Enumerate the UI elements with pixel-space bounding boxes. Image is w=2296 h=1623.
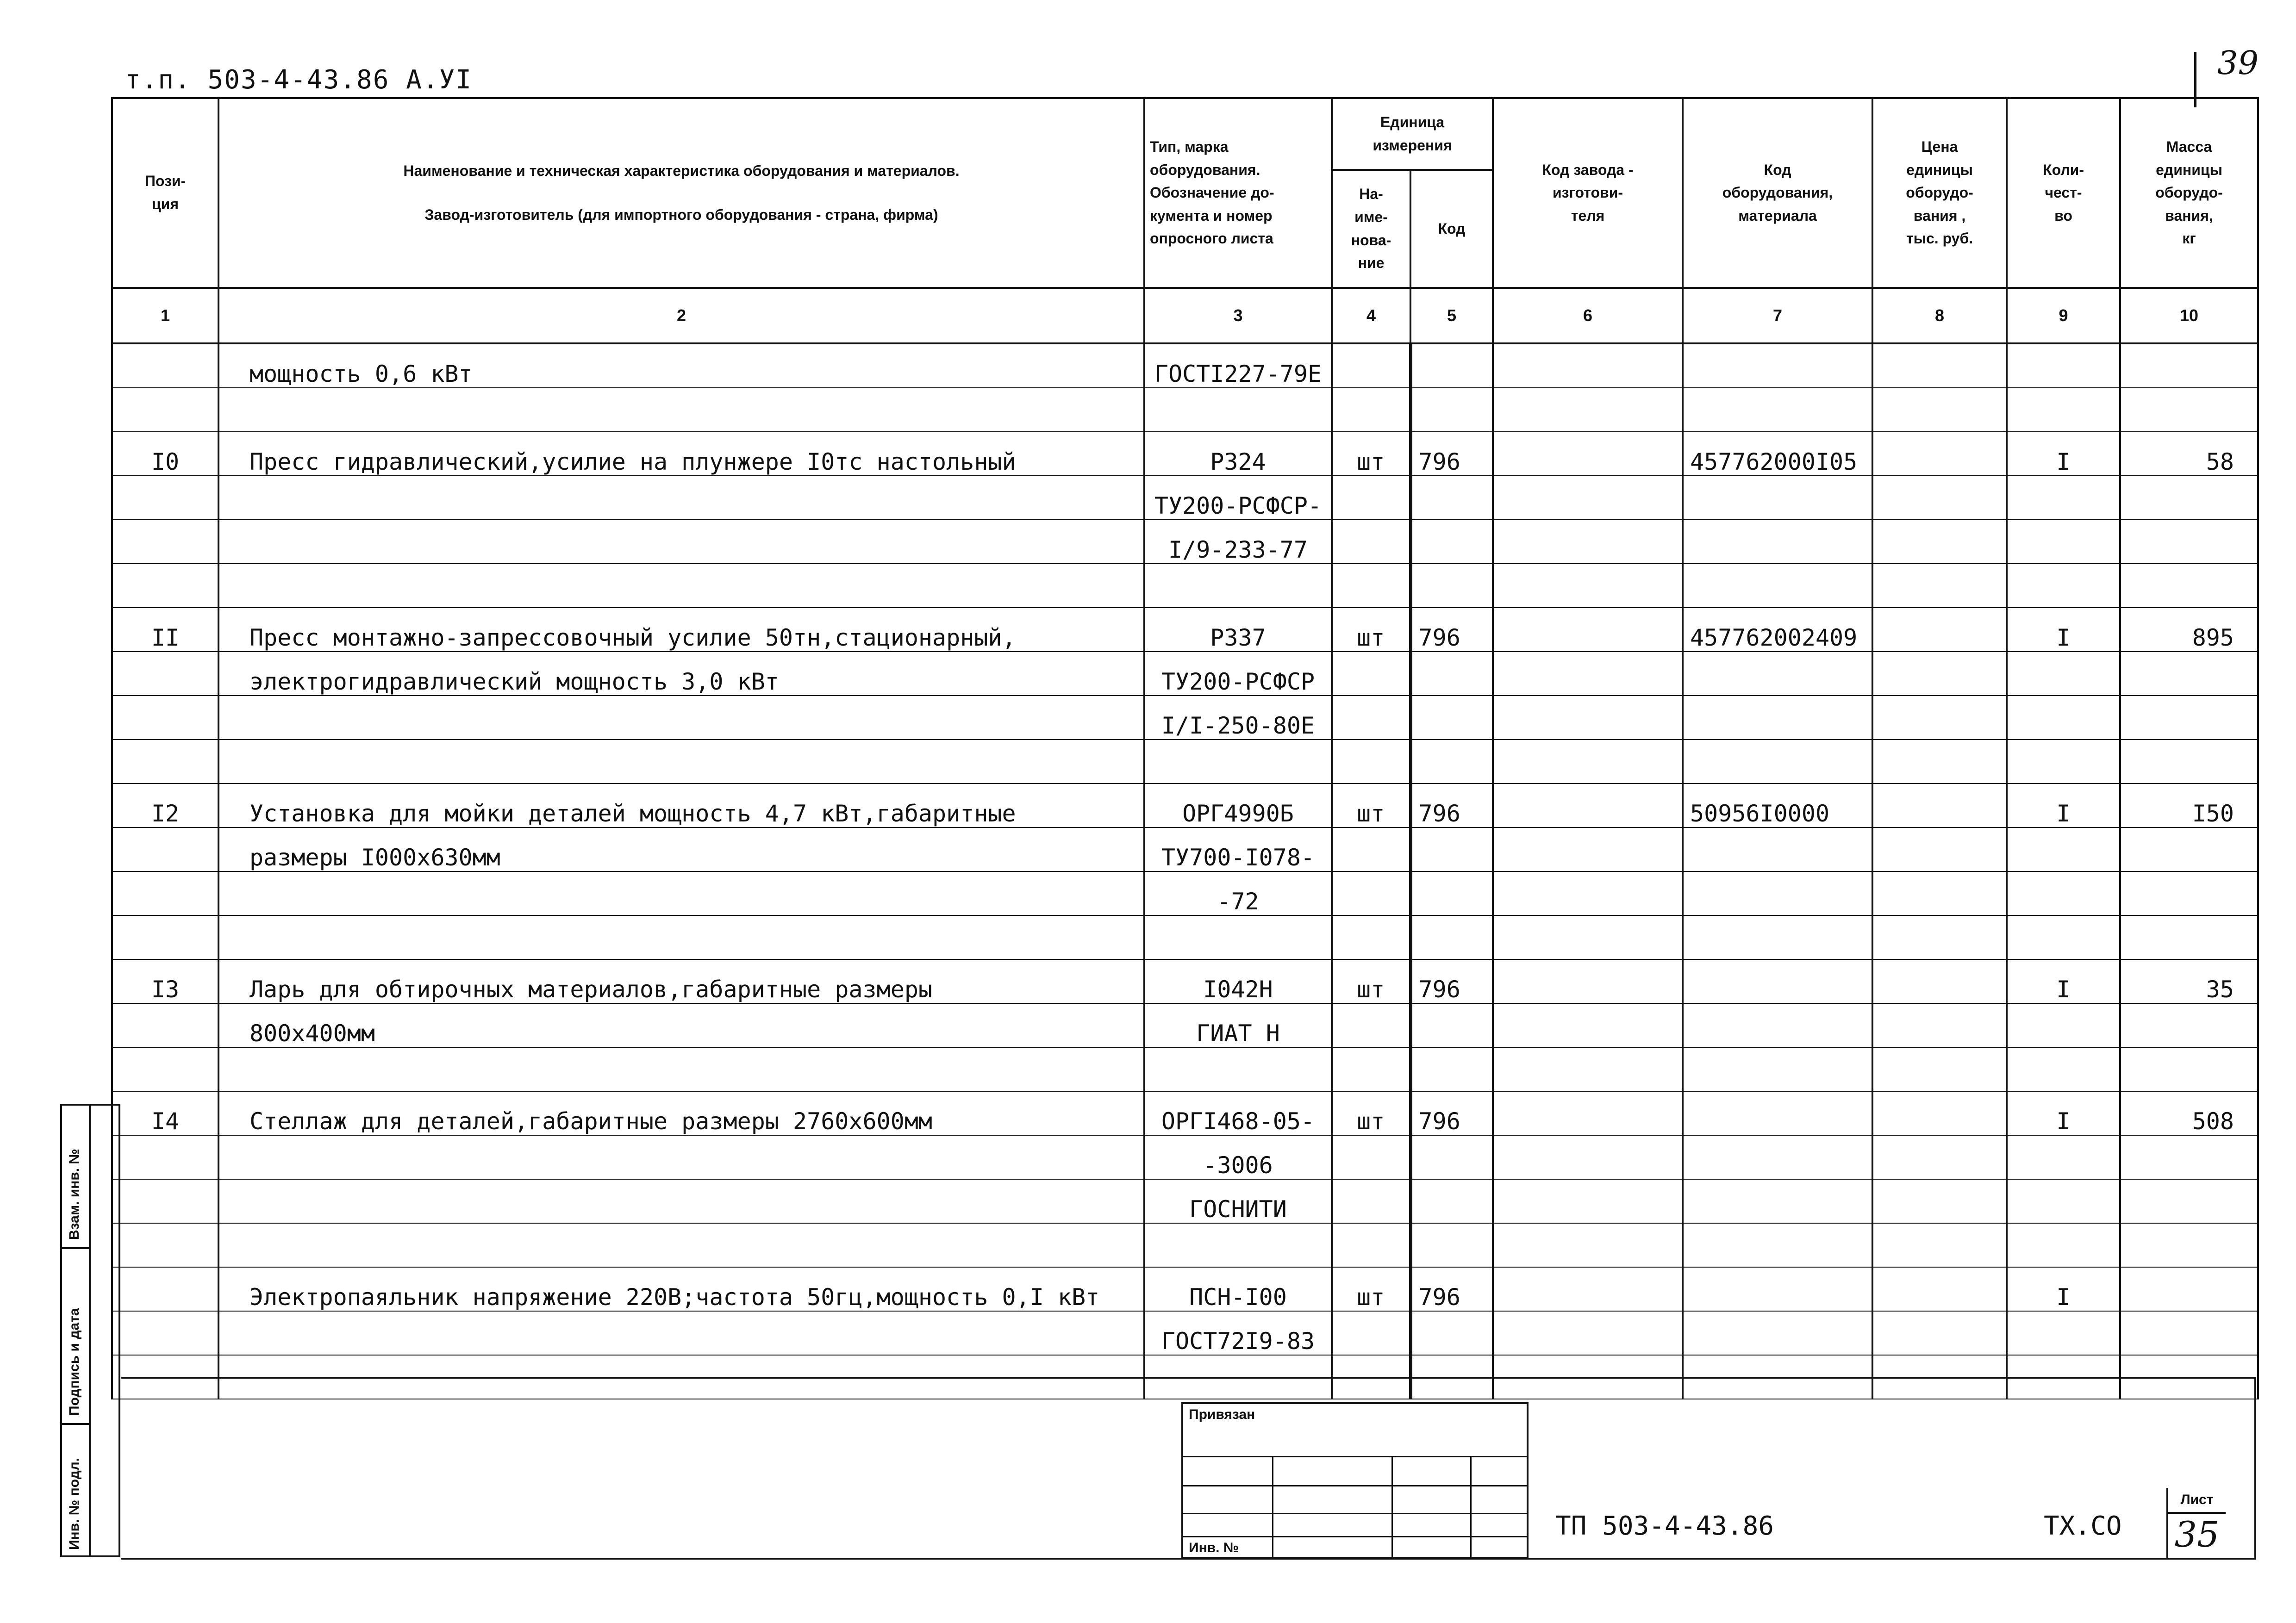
row-unit-name: шт [1332,1267,1410,1311]
row-equipment-code [1683,827,1872,871]
row-unit-code [1410,1047,1493,1091]
row-unit-code: 796 [1410,1091,1493,1135]
table-row [112,1223,2258,1267]
row-equipment-code [1683,959,1872,1003]
column-number: 10 [2120,288,2258,343]
sheet-box [2166,1488,2226,1558]
row-type: ГОСНИТИ [1144,1179,1332,1223]
row-quantity [2007,564,2120,608]
table-row [112,959,2258,1003]
table-row [112,1135,2258,1179]
row-quantity [2007,652,2120,696]
row-position [112,696,218,740]
row-unit-name [1332,520,1410,564]
stamp-orig-inv: Инв. № подл. [67,1457,82,1550]
row-name [218,740,1144,784]
table-row [112,476,2258,520]
row-factory-code [1493,1047,1683,1091]
row-quantity [2007,520,2120,564]
table-row [112,432,2258,476]
row-position [112,1135,218,1179]
row-position [112,915,218,959]
row-name [218,915,1144,959]
row-position [112,343,218,388]
row-equipment-code [1683,652,1872,696]
row-equipment-code [1683,343,1872,388]
row-quantity [2007,1223,2120,1267]
table-row [112,915,2258,959]
row-position [112,564,218,608]
row-name: Стеллаж для деталей,габаритные размеры 2760х600мм [218,1091,1144,1135]
row-quantity: I [2007,432,2120,476]
table-row [112,1047,2258,1091]
row-position [112,1003,218,1047]
row-factory-code [1493,652,1683,696]
row-factory-code [1493,564,1683,608]
row-mass: 58 [2120,432,2258,476]
header-unit-name: На- име- нова- ние [1332,170,1410,288]
row-quantity: I [2007,959,2120,1003]
row-quantity [2007,1311,2120,1355]
row-position [112,1179,218,1223]
row-price [1872,827,2007,871]
row-position: I2 [112,784,218,827]
row-name [218,476,1144,520]
table-row [112,388,2258,432]
row-factory-code [1493,520,1683,564]
row-mass [2120,696,2258,740]
sheet-label: Лист [2168,1488,2226,1514]
header-position: Пози- ция [112,98,218,288]
row-unit-name [1332,343,1410,388]
row-unit-name: шт [1332,432,1410,476]
row-factory-code [1493,1135,1683,1179]
row-price [1872,432,2007,476]
column-number: 9 [2007,288,2120,343]
row-quantity [2007,476,2120,520]
row-price [1872,784,2007,827]
row-type [1144,564,1332,608]
row-factory-code [1493,1311,1683,1355]
row-name: Пресс монтажно-запрессовочный усилие 50тн,стационарный, [218,608,1144,652]
row-mass [2120,1223,2258,1267]
header-quantity: Коли- чест- во [2007,98,2120,288]
table-row [112,1267,2258,1311]
column-number: 3 [1144,288,1332,343]
row-name [218,520,1144,564]
row-factory-code [1493,827,1683,871]
row-name [218,1311,1144,1355]
row-type: ТУ200-РСФСР- [1144,476,1332,520]
row-mass [2120,871,2258,915]
stamp-replace-inv: Взам. инв. № [62,1106,89,1249]
row-quantity [2007,1135,2120,1179]
row-equipment-code [1683,1311,1872,1355]
table-row [112,343,2258,388]
row-price [1872,1003,2007,1047]
row-quantity [2007,388,2120,432]
row-price [1872,652,2007,696]
row-type: -72 [1144,871,1332,915]
row-unit-name [1332,388,1410,432]
row-mass: 895 [2120,608,2258,652]
row-type [1144,740,1332,784]
row-position [112,1047,218,1091]
column-number: 6 [1493,288,1683,343]
row-unit-name [1332,1179,1410,1223]
row-quantity [2007,871,2120,915]
row-position: I4 [112,1091,218,1135]
row-factory-code [1493,1223,1683,1267]
row-unit-name: шт [1332,1091,1410,1135]
row-factory-code [1493,476,1683,520]
row-type: ТУ200-РСФСР [1144,652,1332,696]
row-name: Пресс гидравлический,усилие на плунжере I0тс настольный [218,432,1144,476]
row-price [1872,476,2007,520]
row-type: ОРГ4990Б [1144,784,1332,827]
table-row [112,1003,2258,1047]
row-price [1872,696,2007,740]
row-unit-name [1332,1223,1410,1267]
table-row [112,827,2258,871]
row-unit-code: 796 [1410,608,1493,652]
row-quantity: I [2007,1267,2120,1311]
row-quantity [2007,696,2120,740]
row-unit-code: 796 [1410,1267,1493,1311]
row-price [1872,915,2007,959]
row-mass [2120,1047,2258,1091]
row-mass [2120,476,2258,520]
row-unit-name [1332,1135,1410,1179]
row-name: Электропаяльник напряжение 220В;частота 50гц,мощность 0,I кВт [218,1267,1144,1311]
row-mass [2120,520,2258,564]
header-type: Тип, марка оборудования. Обозначение до- кумента и номер опросного листа [1144,98,1332,288]
row-type: ПСН-I00 [1144,1267,1332,1311]
row-price [1872,608,2007,652]
row-unit-code [1410,915,1493,959]
row-mass [2120,1267,2258,1311]
row-unit-code [1410,871,1493,915]
row-quantity [2007,827,2120,871]
row-name [218,1223,1144,1267]
row-mass [2120,1135,2258,1179]
row-factory-code [1493,1179,1683,1223]
binding-block [1181,1402,1529,1559]
row-name [218,696,1144,740]
row-price [1872,1311,2007,1355]
row-unit-name [1332,476,1410,520]
row-equipment-code [1683,564,1872,608]
row-unit-name [1332,1047,1410,1091]
row-unit-code [1410,740,1493,784]
row-quantity [2007,1047,2120,1091]
row-factory-code [1493,871,1683,915]
row-factory-code [1493,388,1683,432]
row-unit-code [1410,1135,1493,1179]
row-unit-name: шт [1332,959,1410,1003]
row-type [1144,915,1332,959]
row-type: ГОСТI227-79Е [1144,343,1332,388]
table-row [112,696,2258,740]
table-row [112,1091,2258,1135]
row-unit-name [1332,740,1410,784]
column-number: 5 [1410,288,1493,343]
row-mass [2120,827,2258,871]
row-position [112,871,218,915]
row-price [1872,1091,2007,1135]
row-position [112,1223,218,1267]
row-type: ГИАТ Н [1144,1003,1332,1047]
handwritten-sheet-number: 39 [2217,44,2259,82]
section-code: ТХ.СО [2044,1511,2122,1541]
row-name: мощность 0,6 кВт [218,343,1144,388]
row-equipment-code [1683,1047,1872,1091]
row-unit-name [1332,871,1410,915]
row-unit-name [1332,1311,1410,1355]
row-position [112,388,218,432]
row-factory-code [1493,1267,1683,1311]
row-type: ГОСТ72I9-83 [1144,1311,1332,1355]
row-equipment-code [1683,1003,1872,1047]
row-equipment-code [1683,696,1872,740]
row-equipment-code [1683,1179,1872,1223]
row-position: I0 [112,432,218,476]
row-name: размеры I000х630мм [218,827,1144,871]
row-quantity: I [2007,784,2120,827]
row-price [1872,740,2007,784]
row-unit-name [1332,652,1410,696]
row-unit-code [1410,827,1493,871]
row-name: Установка для мойки деталей мощность 4,7 кВт,габаритные [218,784,1144,827]
row-mass [2120,740,2258,784]
row-price [1872,959,2007,1003]
project-code: ТП 503-4-43.86 [1555,1511,1774,1541]
row-price [1872,520,2007,564]
row-unit-code [1410,1179,1493,1223]
column-number: 2 [218,288,1144,343]
row-type: Р337 [1144,608,1332,652]
equipment-table [111,97,2259,1399]
header-price: Цена единицы оборудо- вания , тыс. руб. [1872,98,2007,288]
row-factory-code [1493,608,1683,652]
header-equipment-code: Код оборудования, материала [1683,98,1872,288]
row-unit-code [1410,696,1493,740]
row-unit-code [1410,343,1493,388]
row-factory-code [1493,784,1683,827]
row-factory-code [1493,915,1683,959]
row-type [1144,388,1332,432]
row-equipment-code [1683,1091,1872,1135]
inventory-label: Инв. № [1189,1540,1239,1555]
row-quantity [2007,1179,2120,1223]
row-mass [2120,1003,2258,1047]
row-price [1872,871,2007,915]
row-name [218,388,1144,432]
row-price [1872,1135,2007,1179]
row-type: -3006 [1144,1135,1332,1179]
row-position [112,740,218,784]
row-position: I3 [112,959,218,1003]
row-type: ТУ700-I078- [1144,827,1332,871]
row-unit-name [1332,827,1410,871]
row-name [218,1047,1144,1091]
row-unit-name [1332,915,1410,959]
header-unit-code: Код [1410,170,1493,288]
row-quantity [2007,740,2120,784]
row-factory-code [1493,740,1683,784]
row-name: электрогидравлический мощность 3,0 кВт [218,652,1144,696]
row-type: I/I-250-80Е [1144,696,1332,740]
approval-stamp [60,1104,120,1557]
table-row [112,740,2258,784]
row-factory-code [1493,432,1683,476]
row-unit-code [1410,476,1493,520]
row-quantity [2007,915,2120,959]
row-equipment-code [1683,1223,1872,1267]
row-unit-code [1410,652,1493,696]
column-number: 1 [112,288,218,343]
table-row [112,608,2258,652]
row-unit-code: 796 [1410,959,1493,1003]
row-mass [2120,343,2258,388]
row-factory-code [1493,1003,1683,1047]
row-position [112,1311,218,1355]
row-equipment-code [1683,476,1872,520]
row-factory-code [1493,343,1683,388]
row-name: Ларь для обтирочных материалов,габаритные размеры [218,959,1144,1003]
row-position [112,827,218,871]
row-price [1872,1223,2007,1267]
row-mass [2120,564,2258,608]
row-equipment-code: 457762002409 [1683,608,1872,652]
row-name [218,564,1144,608]
row-unit-name [1332,696,1410,740]
row-price [1872,1047,2007,1091]
header-unit-group: Единица измерения [1332,98,1493,170]
row-price [1872,564,2007,608]
row-unit-code [1410,564,1493,608]
row-quantity [2007,343,2120,388]
row-position [112,652,218,696]
row-equipment-code [1683,388,1872,432]
row-mass: I50 [2120,784,2258,827]
row-unit-name: шт [1332,608,1410,652]
row-equipment-code [1683,520,1872,564]
header-name: Наименование и техническая характеристика оборудования и материалов. Завод-изготовитель (для импортного оборудования - страна, фирма) [218,98,1144,288]
row-mass [2120,1311,2258,1355]
row-equipment-code [1683,1135,1872,1179]
row-type [1144,1047,1332,1091]
row-quantity: I [2007,1091,2120,1135]
table-row [112,1311,2258,1355]
row-equipment-code [1683,871,1872,915]
row-name [218,1135,1144,1179]
row-unit-code: 796 [1410,784,1493,827]
row-factory-code [1493,696,1683,740]
sheet-number: 35 [2174,1514,2220,1555]
header-factory-code: Код завода - изготови- теля [1493,98,1683,288]
row-name [218,1179,1144,1223]
row-factory-code [1493,1091,1683,1135]
row-unit-code [1410,520,1493,564]
row-factory-code [1493,959,1683,1003]
row-quantity [2007,1003,2120,1047]
row-mass [2120,915,2258,959]
row-position [112,520,218,564]
row-mass [2120,652,2258,696]
binding-label: Привязан [1189,1407,1255,1422]
row-price [1872,1179,2007,1223]
column-number: 4 [1332,288,1410,343]
row-equipment-code [1683,1267,1872,1311]
row-position: II [112,608,218,652]
row-position [112,476,218,520]
column-number: 8 [1872,288,2007,343]
table-row [112,520,2258,564]
row-unit-code: 796 [1410,432,1493,476]
row-unit-code [1410,1223,1493,1267]
table-row [112,1179,2258,1223]
row-mass: 35 [2120,959,2258,1003]
row-unit-name: шт [1332,784,1410,827]
row-unit-code [1410,388,1493,432]
row-unit-name [1332,1003,1410,1047]
row-type: I/9-233-77 [1144,520,1332,564]
row-unit-code [1410,1311,1493,1355]
row-type: Р324 [1144,432,1332,476]
row-price [1872,388,2007,432]
table-row [112,652,2258,696]
table-row [112,784,2258,827]
header-mass: Масса единицы оборудо- вания, кг [2120,98,2258,288]
stamp-signature-date: Подпись и дата [62,1249,89,1425]
row-mass [2120,388,2258,432]
table-row [112,564,2258,608]
row-price [1872,1267,2007,1311]
row-mass [2120,1179,2258,1223]
row-name [218,871,1144,915]
row-equipment-code: 457762000I05 [1683,432,1872,476]
row-name: 800х400мм [218,1003,1144,1047]
row-price [1872,343,2007,388]
column-number: 7 [1683,288,1872,343]
table-row [112,871,2258,915]
row-mass: 508 [2120,1091,2258,1135]
row-type: ОРГI468-05- [1144,1091,1332,1135]
row-equipment-code [1683,915,1872,959]
row-unit-code [1410,1003,1493,1047]
row-position [112,1267,218,1311]
row-equipment-code [1683,740,1872,784]
document-code: т.п. 503-4-43.86 А.УI [125,65,473,95]
row-type: I042Н [1144,959,1332,1003]
row-unit-name [1332,564,1410,608]
row-quantity: I [2007,608,2120,652]
row-type [1144,1223,1332,1267]
row-equipment-code: 50956I0000 [1683,784,1872,827]
